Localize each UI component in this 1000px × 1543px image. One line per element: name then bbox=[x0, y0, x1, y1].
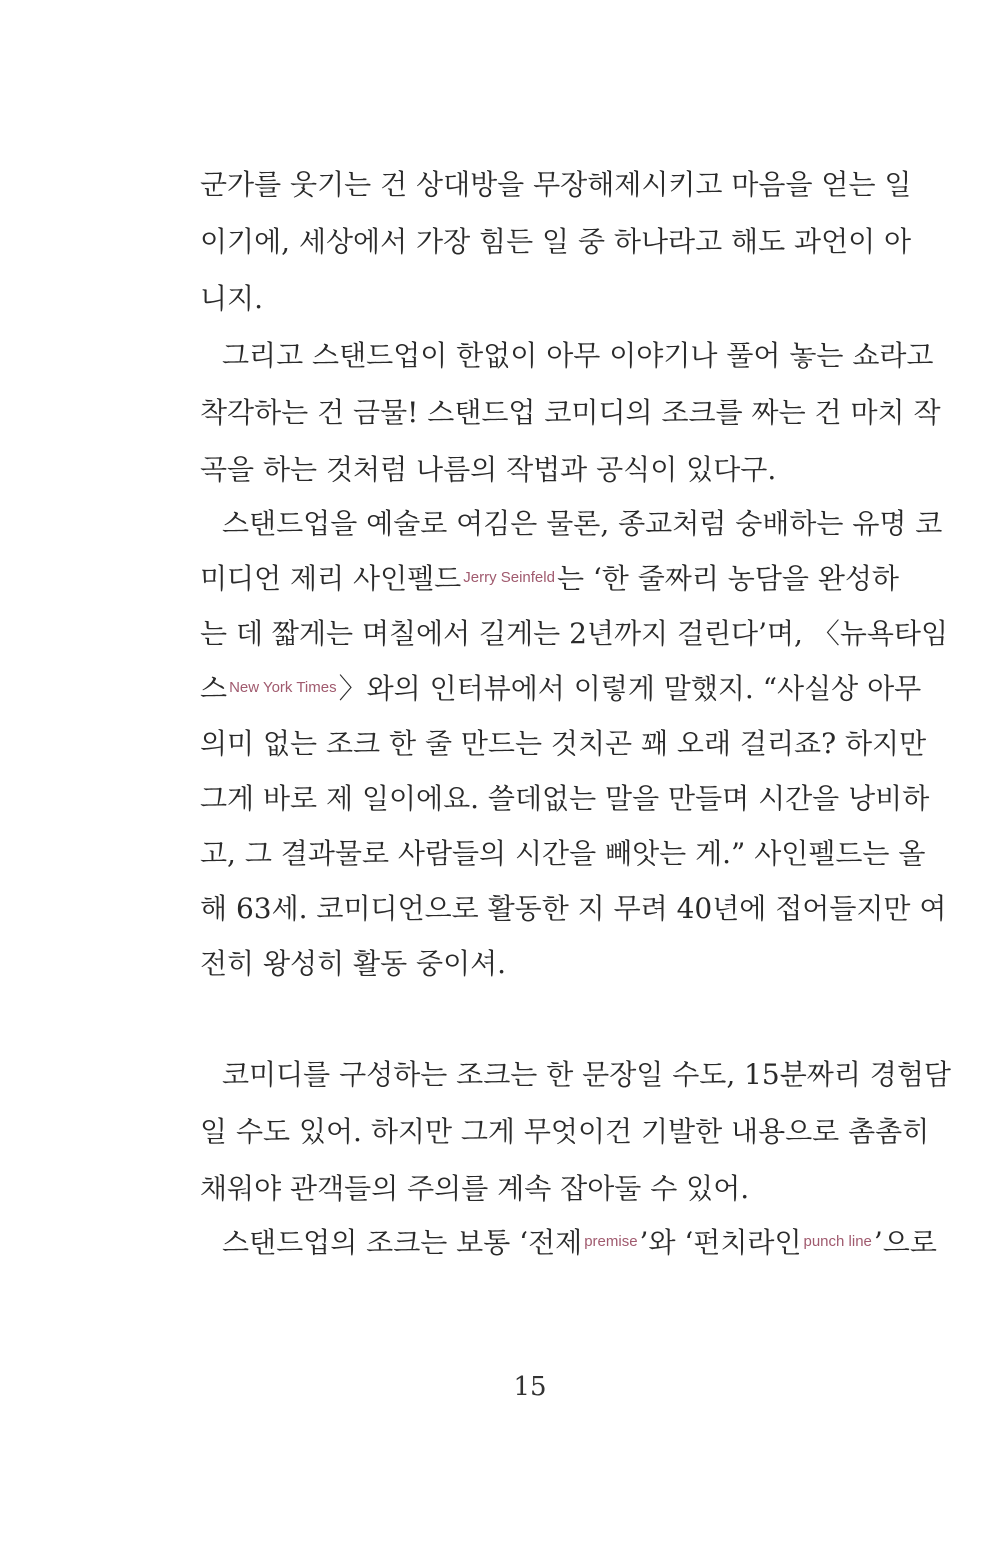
text-line-with-gloss bbox=[200, 660, 921, 718]
text-line: 그리고 스탠드업이 한없이 아무 이야기나 풀어 놓는 쇼라고 bbox=[222, 339, 934, 372]
text-line: 전히 왕성히 활동 중이셔. bbox=[200, 947, 507, 980]
text-line-with-gloss bbox=[222, 1214, 937, 1272]
text-line: 니지. bbox=[200, 282, 263, 315]
text-line: 착각하는 건 금물! 스탠드업 코미디의 조크를 짜는 건 마치 작 bbox=[200, 396, 941, 429]
text-segment: ’와 ‘펀치라인 bbox=[639, 1226, 802, 1259]
text-line: 코미디를 구성하는 조크는 한 문장일 수도, 15분짜리 경험담 bbox=[222, 1058, 951, 1091]
text-line: 곡을 하는 것처럼 나름의 작법과 공식이 있다구. bbox=[200, 453, 777, 486]
text-line: 그게 바로 제 일이에요. 쓸데없는 말을 만들며 시간을 낭비하 bbox=[200, 782, 930, 815]
text-segment: 미디언 제리 사인펠드 bbox=[200, 562, 462, 595]
page-number: 15 bbox=[513, 1372, 547, 1402]
english-gloss: punch line bbox=[803, 1233, 872, 1250]
text-segment: ’으로 bbox=[873, 1226, 937, 1259]
english-gloss: Jerry Seinfeld bbox=[463, 569, 555, 586]
english-gloss: premise bbox=[584, 1233, 638, 1250]
text-segment: 는 ‘한 줄짜리 농담을 완성하 bbox=[556, 562, 899, 595]
text-segment: 스탠드업의 조크는 보통 ‘전제 bbox=[222, 1226, 583, 1259]
text-segment: 스 bbox=[200, 672, 228, 705]
text-line: 일 수도 있어. 하지만 그게 무엇이건 기발한 내용으로 촘촘히 bbox=[200, 1115, 930, 1148]
text-line: 군가를 웃기는 건 상대방을 무장해제시키고 마음을 얻는 일 bbox=[200, 168, 912, 201]
text-line: 는 데 짧게는 며칠에서 길게는 2년까지 걸린다’며, 〈뉴욕타임 bbox=[200, 617, 949, 650]
text-line: 채워야 관객들의 주의를 계속 잡아둘 수 있어. bbox=[200, 1172, 750, 1205]
text-line: 스탠드업을 예술로 여김은 물론, 종교처럼 숭배하는 유명 코 bbox=[222, 507, 943, 540]
english-gloss: New York Times bbox=[229, 679, 337, 696]
text-line-with-gloss bbox=[200, 550, 899, 608]
text-line: 고, 그 결과물로 사람들의 시간을 빼앗는 게.” 사인펠드는 올 bbox=[200, 837, 926, 870]
text-segment: 〉와의 인터뷰에서 이렇게 말했지. “사실상 아무 bbox=[338, 672, 922, 705]
text-line: 해 63세. 코미디언으로 활동한 지 무려 40년에 접어들지만 여 bbox=[200, 892, 947, 925]
text-line: 이기에, 세상에서 가장 힘든 일 중 하나라고 해도 과언이 아 bbox=[200, 225, 912, 258]
text-line: 의미 없는 조크 한 줄 만드는 것치곤 꽤 오래 걸리죠? 하지만 bbox=[200, 727, 927, 760]
